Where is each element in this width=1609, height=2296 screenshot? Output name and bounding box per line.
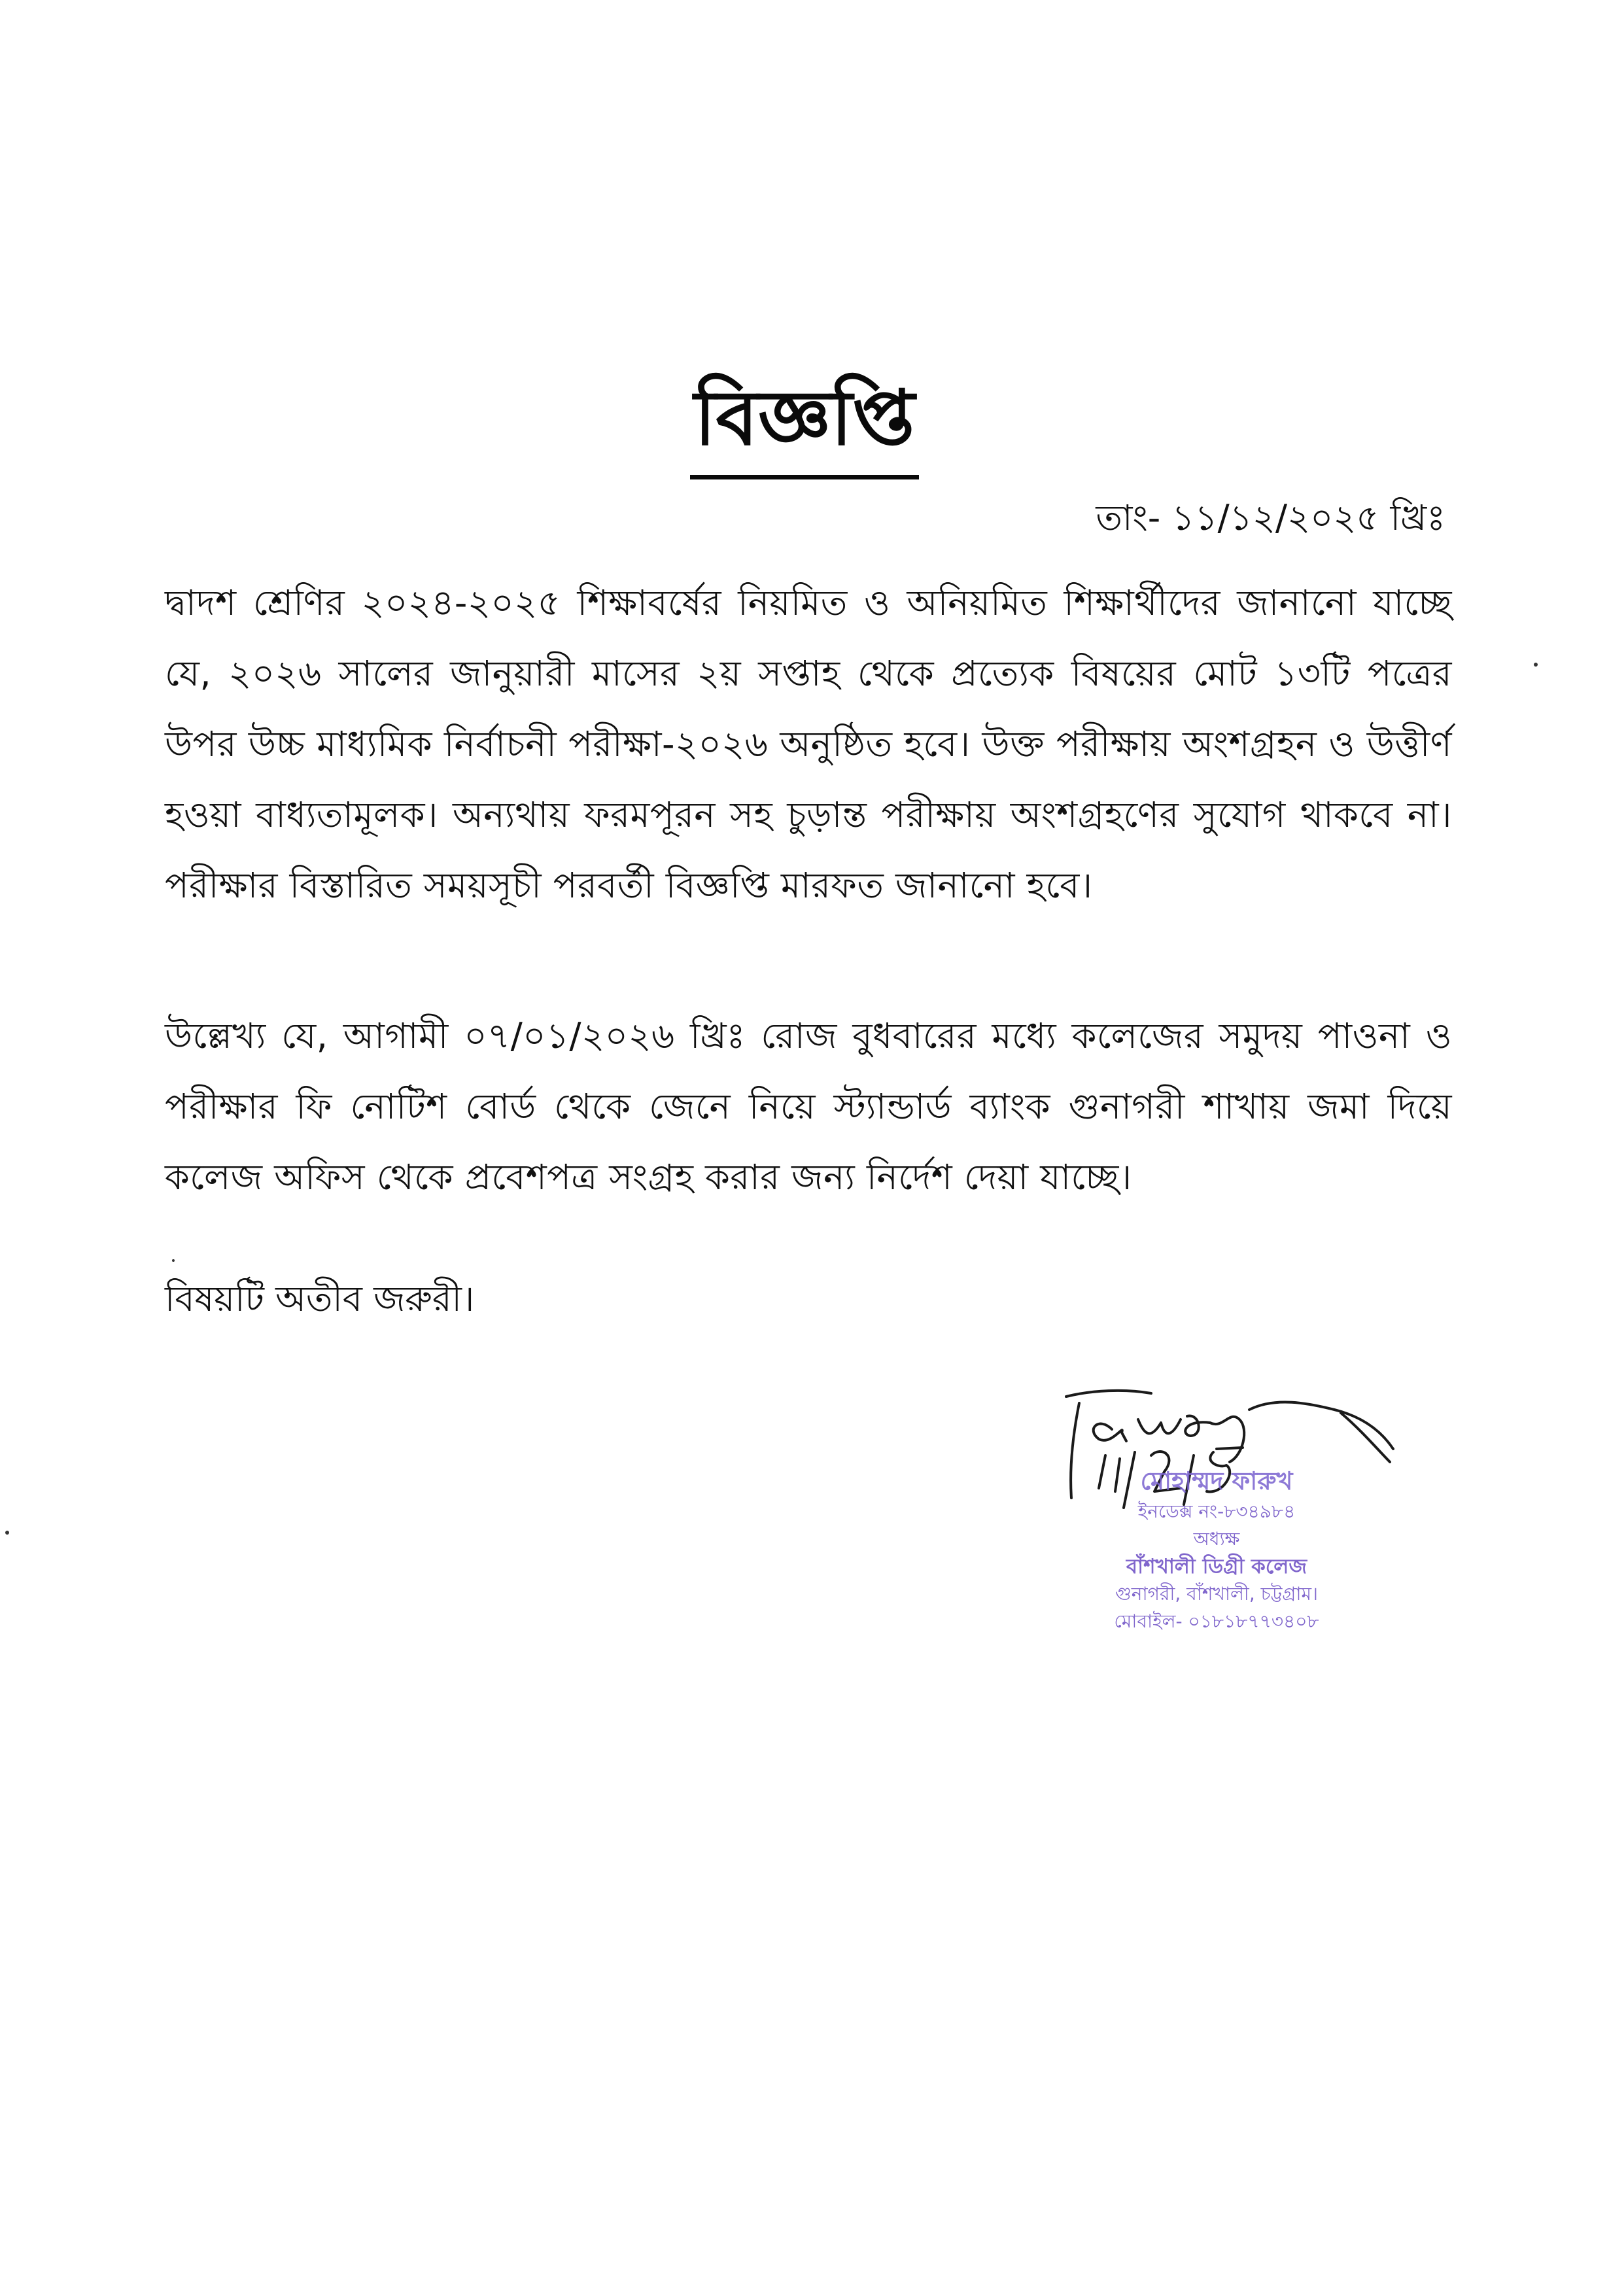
stamp-index: ইনডেক্স নং-৮৩৪৯৮৪ [1137, 1501, 1296, 1522]
official-stamp [1033, 1464, 1400, 1635]
scan-speck [172, 1259, 175, 1262]
notice-date: তাং- ১১/১২/২০২৫ খ্রিঃ [1096, 497, 1445, 538]
notice-closing-line: বিষয়টি অতীব জরুরী। [165, 1278, 475, 1319]
notice-title [0, 366, 1609, 479]
notice-paragraph-2: উল্লেখ্য যে, আগামী ০৭/০১/২০২৬ খ্রিঃ রোজ বুধবারের মধ্যে কলেজের সমুদয় পাওনা ও পরীক্ষার ফি নোটিশ বোর্ড থেকে জেনে নিয়ে স্ট্যান্ডার্ড ব্যাংক গুনাগরী শাখায় জমা দিয়ে কলেজ অফিস থেকে প্রবেশপত্র সংগ্রহ করার জন্য নির্দেশ দেয়া যাচ্ছে। [165, 1015, 1452, 1198]
notice-title-text: বিজ্ঞপ্তি [690, 366, 918, 479]
stamp-designation: অধ্যক্ষ [1193, 1528, 1240, 1550]
scan-speck [1534, 663, 1538, 667]
stamp-college: বাঁশখালী ডিগ্রী কলেজ [1126, 1555, 1307, 1578]
scan-speck [5, 1531, 9, 1535]
stamp-name: মোহাম্মদ ফারুখ [1140, 1467, 1293, 1495]
stamp-mobile: মোবাইল- ০১৮১৮৭৭৩৪০৮ [1114, 1610, 1319, 1632]
notice-paragraph-1: দ্বাদশ শ্রেণির ২০২৪-২০২৫ শিক্ষাবর্ষের নিয়মিত ও অনিয়মিত শিক্ষার্থীদের জানানো যাচ্ছে যে, ২০২৬ সালের জানুয়ারী মাসের ২য় সপ্তাহ থেকে প্রত্যেক বিষয়ের মোট ১৩টি পত্রের উপর উচ্চ মাধ্যমিক নির্বাচনী পরীক্ষা-২০২৬ অনুষ্ঠিত হবে। উক্ত পরীক্ষায় অংশগ্রহন ও উত্তীর্ণ হওয়া বাধ্যতামূলক। অন্যথায় ফরমপূরন সহ চুড়ান্ত পরীক্ষায় অংশগ্রহণের সুযোগ থাকবে না। পরীক্ষার বিস্তারিত সময়সূচী পরবর্তী বিজ্ঞপ্তি মারফত জানানো হবে। [165, 582, 1452, 906]
stamp-address: গুনাগরী, বাঁশখালী, চট্টগ্রাম। [1115, 1583, 1319, 1605]
